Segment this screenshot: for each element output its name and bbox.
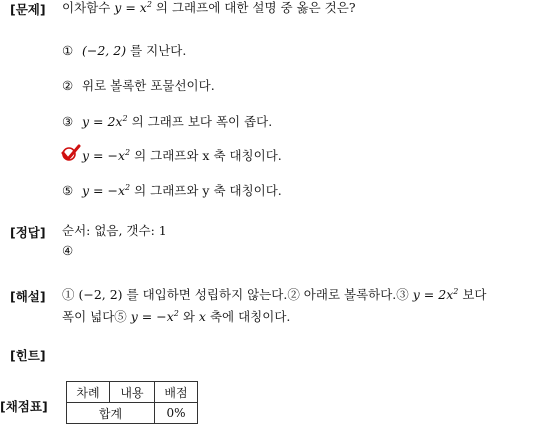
option-3-text: 의 그래프 보다 폭이 좁다. xyxy=(131,114,273,129)
answer-value: ④ xyxy=(62,243,74,258)
option-4-text: 의 그래프와 x 축 대칭이다. xyxy=(134,148,282,163)
option-4[interactable] xyxy=(62,148,282,164)
score-table xyxy=(66,381,198,424)
option-3-marker: ③ xyxy=(62,114,74,129)
score-table-label: [채점표] xyxy=(0,399,48,414)
score-header-points: 배점 xyxy=(155,382,198,403)
score-total-value: 0% xyxy=(155,403,198,424)
explanation-line-2: 폭이 넓다⑤ $y = -x^2$ 와 x 축에 대칭이다. xyxy=(62,309,291,324)
option-3[interactable] xyxy=(62,114,272,130)
hint-label: [힌트] xyxy=(10,348,46,363)
option-1-marker: ① xyxy=(62,43,74,58)
option-4-math: $y = -x^2$ xyxy=(82,148,131,163)
option-1[interactable] xyxy=(62,43,186,59)
option-5[interactable] xyxy=(62,183,282,199)
option-1-text: 를 지난다. xyxy=(130,43,187,58)
option-5-marker: ⑤ xyxy=(62,183,74,198)
score-table-total-row xyxy=(67,403,198,424)
question-prefix: 이차함수 xyxy=(62,0,111,15)
answer-summary: 순서: 없음, 갯수: 1 xyxy=(62,223,167,238)
question-label: [문제] xyxy=(10,2,46,17)
answer-label: [정답] xyxy=(10,225,46,240)
score-table-header-row xyxy=(67,382,198,403)
question-formula: $y = x^2$ xyxy=(114,0,152,15)
option-5-text: 의 그래프와 y 축 대칭이다. xyxy=(134,183,282,198)
explanation-label: [해설] xyxy=(10,289,46,304)
question-text xyxy=(62,0,356,16)
option-5-math: $y = -x^2$ xyxy=(82,183,131,198)
option-2-marker: ② xyxy=(62,78,74,93)
option-1-math: (−2, 2) xyxy=(82,43,127,58)
score-total-label: 합계 xyxy=(67,403,155,424)
option-3-math: $y = 2x^2$ xyxy=(82,114,128,129)
question-suffix: 의 그래프에 대한 설명 중 옳은 것은? xyxy=(155,0,356,15)
score-header-content: 내용 xyxy=(110,382,155,403)
option-2-text: 위로 볼록한 포물선이다. xyxy=(82,78,215,93)
score-header-order: 차례 xyxy=(67,382,110,403)
option-2[interactable] xyxy=(62,78,215,94)
explanation-line-1: ① (−2, 2) 를 대입하면 성립하지 않는다.② 아래로 볼록하다.③ $y = 2x^2$ 보다 xyxy=(62,287,487,302)
